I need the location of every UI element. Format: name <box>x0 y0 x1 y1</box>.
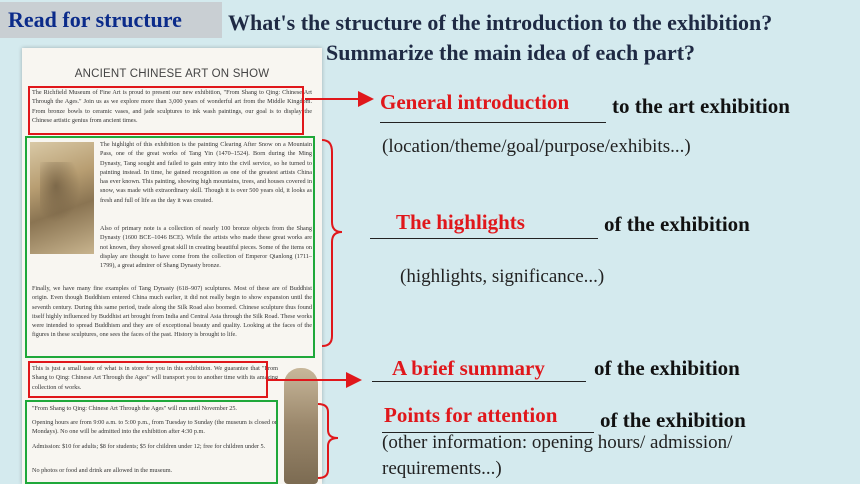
blank-line-2 <box>370 238 598 239</box>
section-tag: Read for structure <box>0 2 222 38</box>
paragraph-bronze: Also of primary note is a collection of nearly 100 bronze objects from the Shang Dynasty (1600 BCE–1046 BCE). While the artists who made these great works are not known, they showed great skill in creating beautiful pieces. Some of the items on display are thought to have come from the collection of Emperor Qianlong (1711–1799), a great admirer of Shang Dynasty bronze. <box>100 225 312 270</box>
brace-attention <box>318 404 338 478</box>
blank-line-3 <box>372 381 586 382</box>
answer-4-rest: of the exhibition <box>600 408 746 432</box>
paragraph-admission: Admission: $10 for adults; $8 for students; $5 for children under 12; free for children under 5. <box>32 443 266 450</box>
paragraph-intro: The Richfield Museum of Fine Art is proud to present our new exhibition, "From Shang to Qing: Chinese Art Through the Ages." Join us as we explore more than 3,000 years of wonderful art from the Middle Kingdom. From bronze bowls to ceramic vases, and jade sculptures to ink wash paintings, our goal is to display the Chinese artistic genius from ancient times. <box>32 89 312 124</box>
paragraph-summary: This is just a small taste of what is in store for you in this exhibition. We guarantee that "From Shang to Qing: Chinese Art Through the Ages" will transport you to another time with its amazing collection of works. <box>32 365 278 391</box>
paragraph-sculpture: Finally, we have many fine examples of Tang Dynasty (618–907) sculptures. Most of these are of Buddhist origin. Even though Buddhism entered China much earlier, it did not really begin to show expansion until the seventh century. During this same period, trade along the Silk Road also boomed. Chinese sculpture thus found itself highly influenced by Buddhist art brought from India and Central Asia through the Silk Road. These works were intended to spread Buddhism and they are of exceptional beauty and quality. Looking at the faces of the figures in these sculptures, one sees the faces of the past. History is brought to life. <box>32 285 312 339</box>
answer-2-note: (highlights, significance...) <box>400 266 605 287</box>
question-line-1: What's the structure of the introduction to the exhibition? <box>228 10 773 35</box>
answer-4-note-line-2: requirements...) <box>382 458 502 479</box>
question-line-2: Summarize the main idea of each part? <box>326 40 696 65</box>
answer-highlights: The highlights <box>396 210 525 234</box>
paragraph-highlight: The highlight of this exhibition is the painting Clearing After Snow on a Mountain Pass, one of the great works of Tang Yin (1470–1524). Born during the Ming Dynasty, Tang sought and failed to gain entry into the civil service, so he turned to painting instead. In time, he gained recognition as one of the greatest artists China has ever known. This painting, showing high mountains, trees, and houses covered in snow, was made with extraordinary skill. Though it is over 500 years old, it looks as fresh and full of life as the day it was created. <box>100 141 312 204</box>
document-title: ANCIENT CHINESE ART ON SHOW <box>74 68 270 80</box>
answer-1-note: (location/theme/goal/purpose/exhibits...) <box>382 136 691 157</box>
answer-points-for-attention: Points for attention <box>384 403 558 427</box>
paragraph-rules: No photos or food and drink are allowed in the museum. <box>32 467 173 474</box>
answer-brief-summary: A brief summary <box>392 356 545 380</box>
answer-4-note-line-1: (other information: opening hours/ admission/ <box>382 432 733 453</box>
paragraph-hours: Opening hours are from 9:00 a.m. to 5:00 p.m., from Tuesday to Sunday (the museum is closed on Mondays). No one will be admitted into the exhibition after 4:30 p.m. <box>32 419 278 436</box>
brace-highlights <box>322 140 342 346</box>
blank-line-1 <box>380 122 606 123</box>
answer-2-rest: of the exhibition <box>604 212 750 236</box>
answer-3-rest: of the exhibition <box>594 356 740 380</box>
answer-1-rest: to the art exhibition <box>612 94 790 118</box>
paragraph-run-date: "From Shang to Qing: Chinese Art Through the Ages" will run until November 25. <box>32 405 237 412</box>
answer-general-introduction: General introduction <box>380 90 570 114</box>
